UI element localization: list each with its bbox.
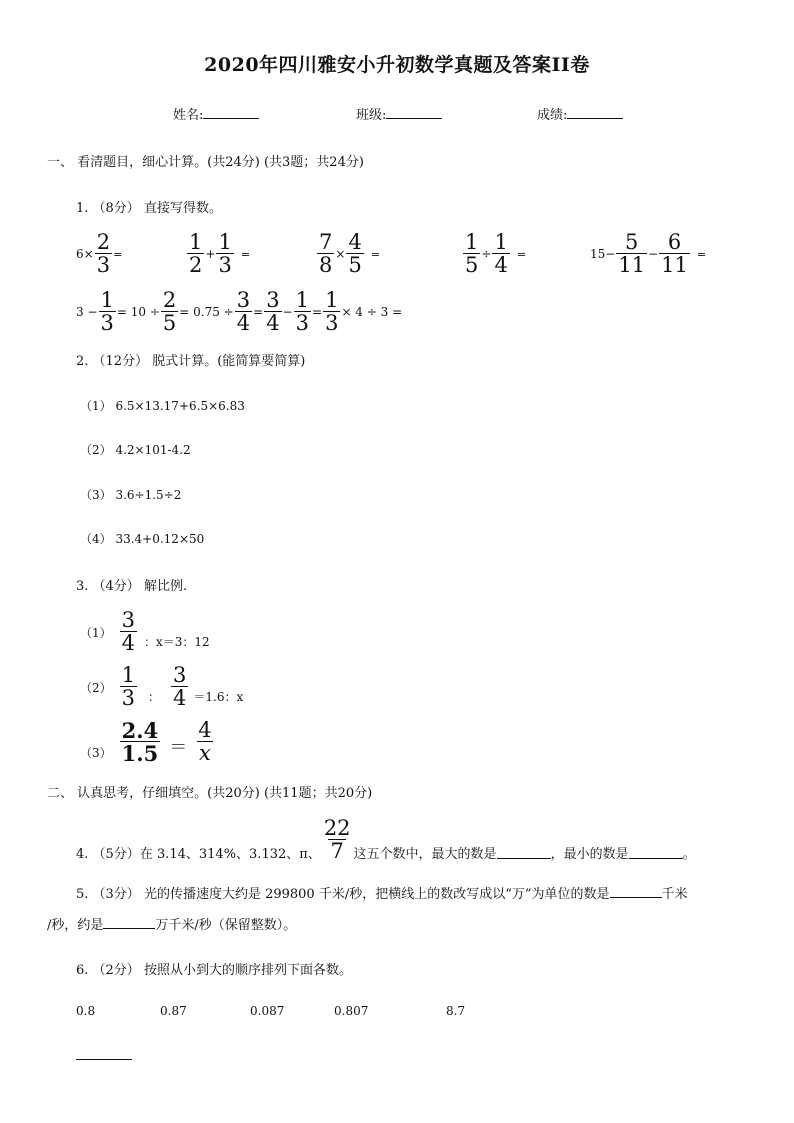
question-2-label: 2. （12分） 脱式计算。(能简算要简算) (76, 354, 306, 369)
fraction: $\frac{2.4}{1.5}$ (121, 718, 159, 766)
q6-number: 0.807 (334, 1004, 369, 1018)
fraction: $\frac{1}{3}$ (218, 230, 232, 277)
score-field (537, 104, 623, 123)
fraction: $\frac{3}{4}$ (121, 608, 136, 655)
q3-problem-3: （3） $\frac{2.4}{1.5}$ ＝ $\frac{4}{x}$ (80, 718, 212, 766)
fraction: $\frac{3}{4}$ (266, 288, 280, 335)
fraction: $\frac{2}{3}$ (96, 230, 111, 277)
fraction: $\frac{4}{5}$ (348, 230, 362, 277)
q3-problem-1: （1） $\frac{3}{4}$ ：x＝3：12 (80, 608, 210, 655)
question-6-label: 6. （2分） 按照从小到大的顺序排列下面各数。 (76, 963, 352, 978)
q2-item-4: （4） 33.4+0.12×50 (80, 532, 205, 546)
section-1-heading: 一、 看清题目，细心计算。(共24分) (共3题；共24分) (47, 155, 364, 170)
q6-number: 8.7 (446, 1004, 466, 1018)
q1-expression-2: $\frac{1}{2}$ + $\frac{1}{3}$ = (189, 230, 251, 277)
fraction: $\frac{1}{3}$ (325, 288, 339, 335)
fraction: $\frac{3}{4}$ (236, 288, 251, 335)
page-title: 2020年四川雅安小升初数学真题及答案II卷 (204, 54, 590, 76)
q1-expression-1: 6 × $\frac{2}{3}$ = (76, 230, 123, 277)
question-1-label: 1. （8分） 直接写得数。 (76, 201, 222, 216)
fraction: $\frac{4}{x}$ (198, 718, 212, 765)
name-label: 姓名: (173, 108, 204, 123)
class-field (356, 104, 442, 123)
q3-problem-2: （2） $\frac{1}{3}$ ： $\frac{3}{4}$ ＝1.6：x (80, 663, 244, 710)
q2-item-1: （1） 6.5×13.17+6.5×6.83 (80, 399, 245, 413)
question-5-line-1: 5. （3分） 光的传播速度大约是 299800 千米/秒，把横线上的数改写成以“万”为单位的数是 千米 (76, 887, 688, 902)
q4-answer-blank-1[interactable] (497, 846, 551, 859)
fraction: $\frac{5}{11}$ (618, 230, 646, 277)
q6-number: 0.87 (160, 1004, 187, 1018)
fraction: $\frac{22}{7}$ (323, 816, 351, 863)
q6-number: 0.8 (76, 1004, 96, 1018)
q4-answer-blank-2[interactable] (629, 846, 683, 859)
question-3-label: 3. （4分） 解比例. (76, 579, 188, 594)
fraction: $\frac{7}{8}$ (319, 230, 333, 277)
score-blank[interactable] (567, 106, 623, 119)
fraction: $\frac{1}{3}$ (121, 663, 136, 710)
q1-expression-chain: 3 − $\frac{1}{3}$ = 10 ÷ $\frac{2}{5}$ = 0.75 ÷ $\frac{3}{4}$ = $\frac{3}{4}$ − $\frac{1}{3}$ = $\frac{1}{3}$ × 4 ÷ 3 = (76, 288, 403, 335)
q2-item-2: （2） 4.2×101-4.2 (80, 443, 191, 457)
question-5-line-2: /秒，约是 万千米/秒（保留整数）。 (47, 918, 297, 933)
q5-answer-blank-1[interactable] (610, 885, 662, 898)
fraction: $\frac{1}{4}$ (494, 230, 508, 277)
q1-expression-3: $\frac{7}{8}$ × $\frac{4}{5}$ = (319, 230, 381, 277)
section-2-heading: 二、 认真思考，仔细填空。(共20分) (共11题；共20分) (47, 786, 373, 801)
fraction: $\frac{3}{4}$ (173, 663, 187, 710)
q6-number: 0.087 (250, 1004, 285, 1018)
q2-item-3: （3） 3.6÷1.5÷2 (80, 488, 182, 502)
class-label: 班级: (356, 108, 387, 123)
fraction: $\frac{1}{2}$ (189, 230, 203, 277)
name-field (173, 104, 259, 123)
fraction: $\frac{2}{5}$ (162, 288, 177, 335)
q5-answer-blank-2[interactable] (103, 916, 155, 929)
fraction: $\frac{1}{3}$ (295, 288, 309, 335)
name-blank[interactable] (203, 106, 259, 119)
score-label: 成绩: (537, 108, 568, 123)
fraction: $\frac{6}{11}$ (661, 230, 688, 277)
q1-expression-4: $\frac{1}{5}$ ÷ $\frac{1}{4}$ = (465, 230, 527, 277)
q1-expression-5: 15 − $\frac{5}{11}$ − $\frac{6}{11}$ = (590, 230, 707, 277)
fraction: $\frac{1}{5}$ (465, 230, 479, 277)
fraction: $\frac{1}{3}$ (100, 288, 114, 335)
question-4: 4. （5分）在 3.14、314%、3.132、π、 $\frac{22}{7}$ 这五个数中，最大的数是 ，最小的数是 。 (76, 816, 696, 863)
q6-answer-blank[interactable] (76, 1059, 132, 1060)
class-blank[interactable] (386, 106, 442, 119)
